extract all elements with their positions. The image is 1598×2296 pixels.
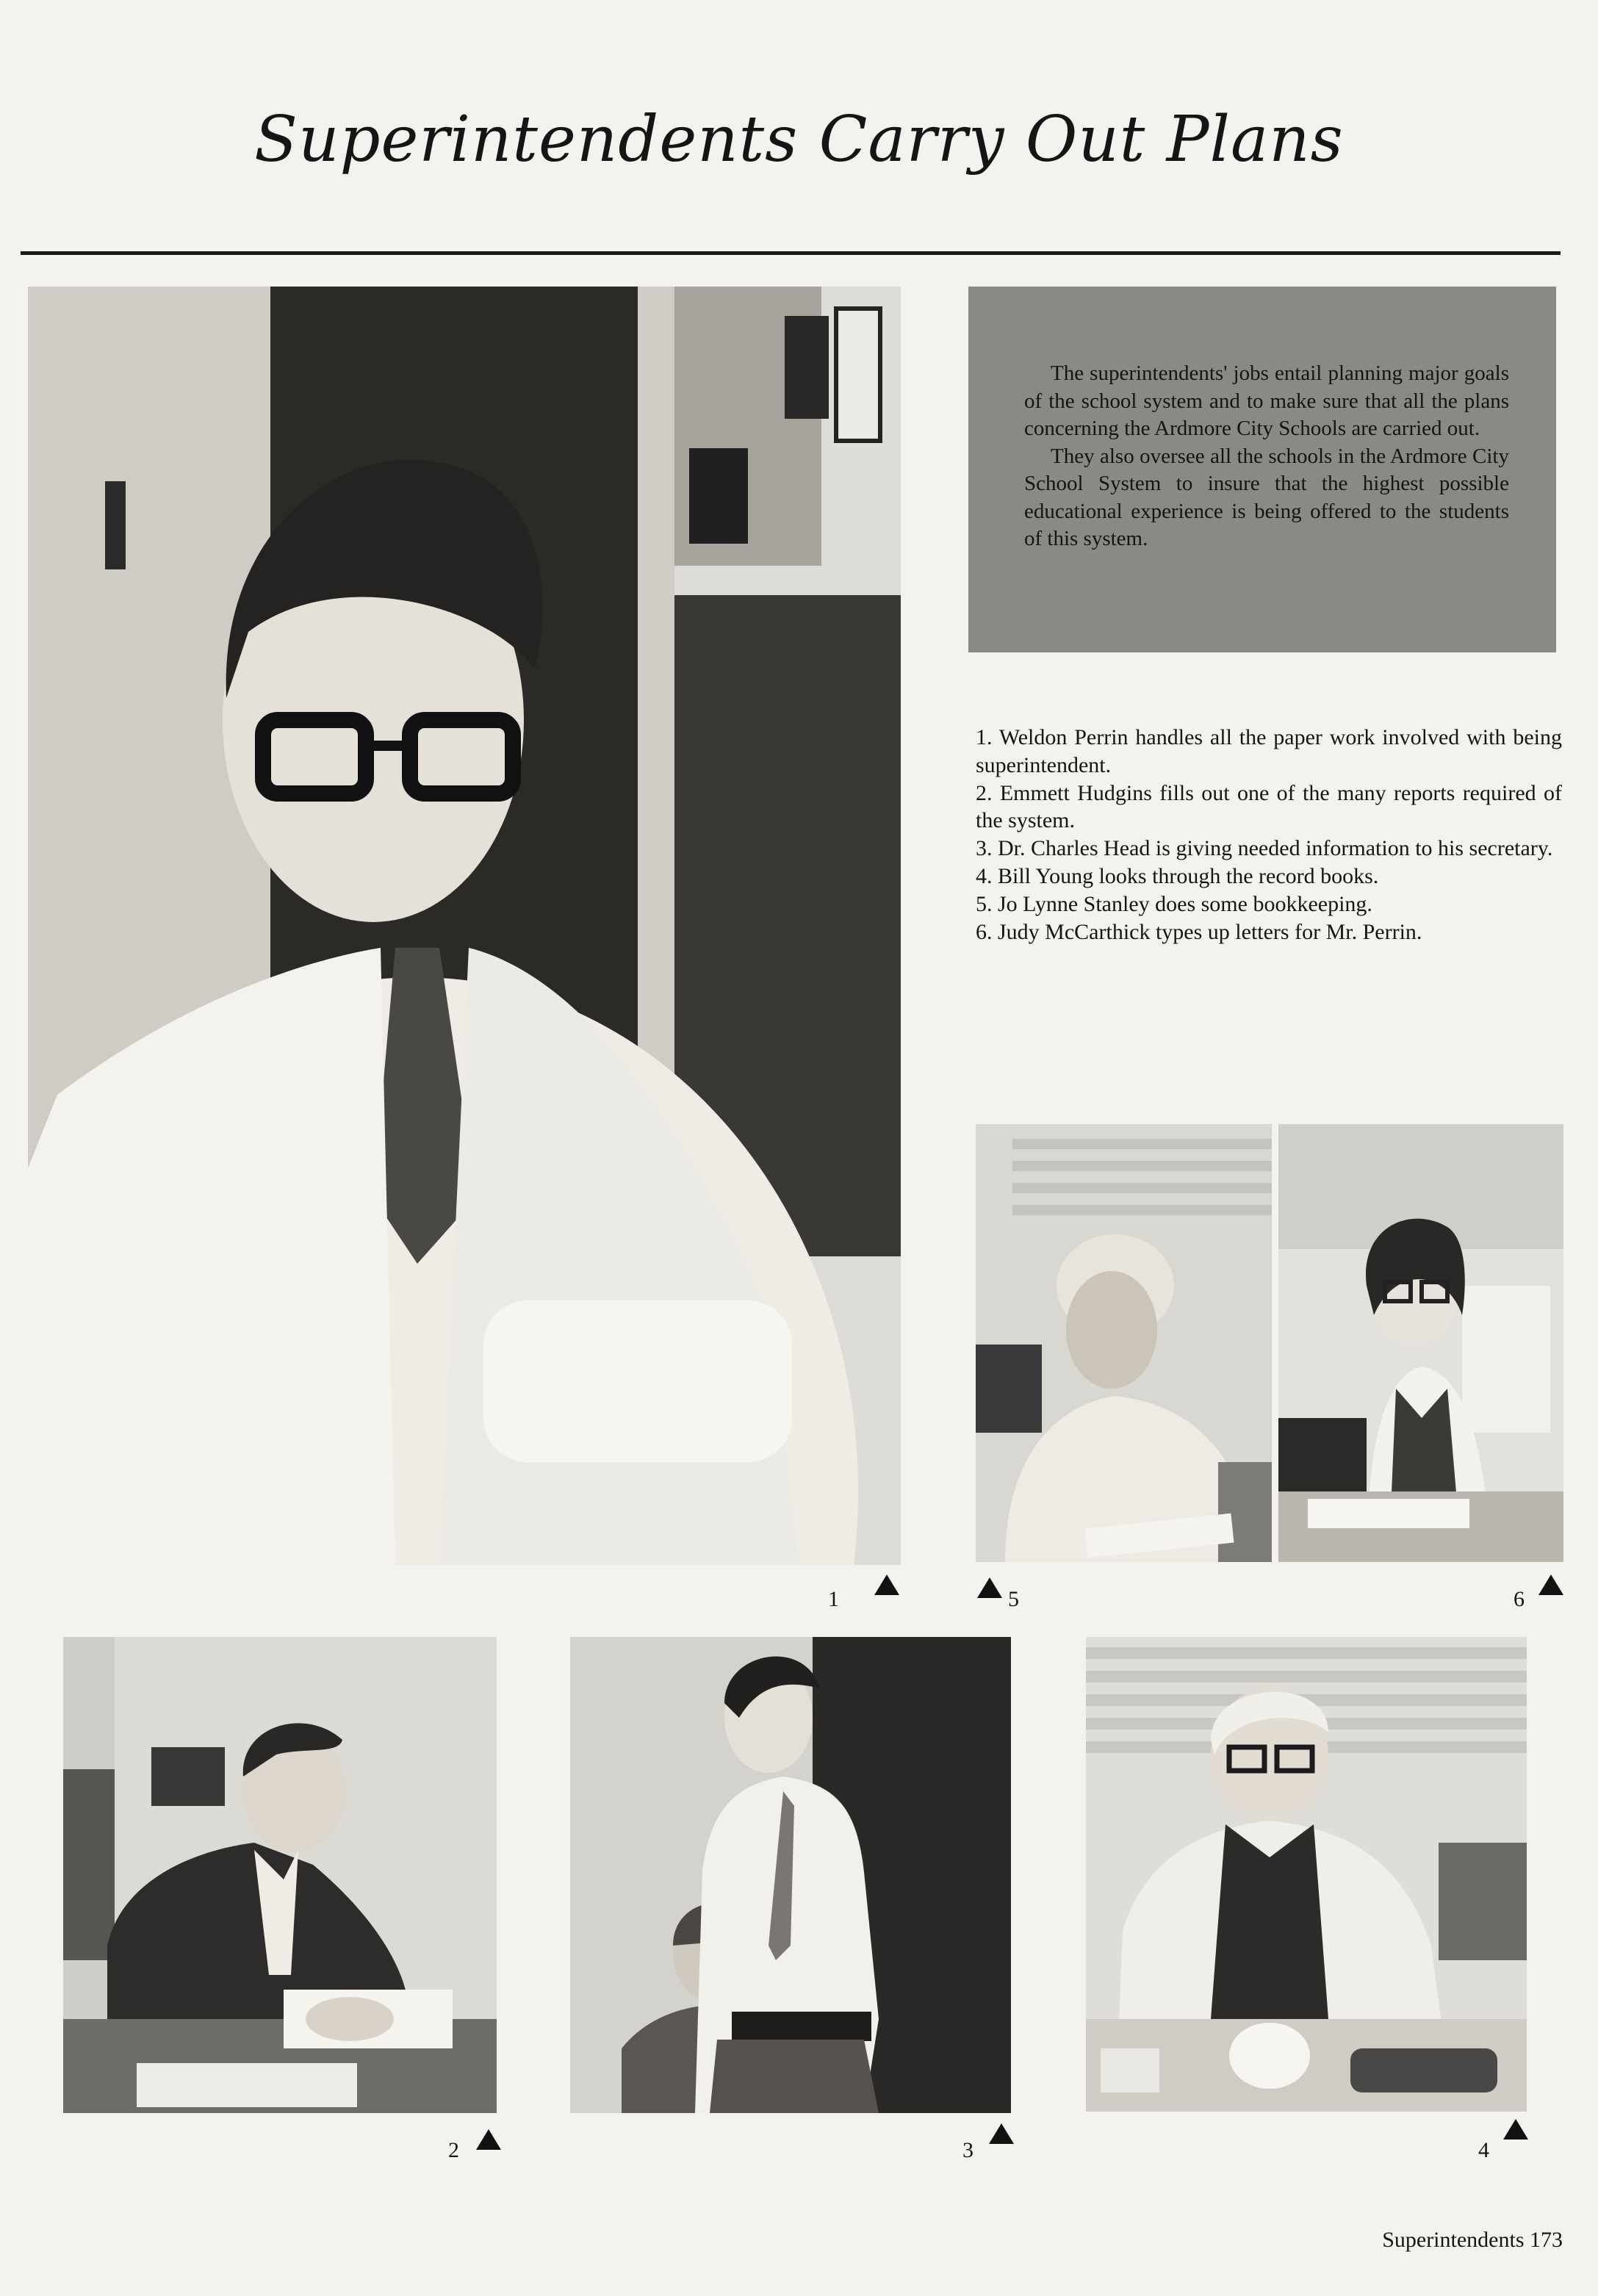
- intro-text-box: [968, 287, 1556, 652]
- photo-4: [1086, 1637, 1527, 2112]
- photo-4-image: [1086, 1637, 1527, 2112]
- photo-2-image: [63, 1637, 497, 2113]
- caption-3: 3. Dr. Charles Head is giving needed information to his secretary.: [976, 836, 1553, 861]
- photo-number-3: 3: [962, 2138, 973, 2162]
- photo-captions: [976, 724, 1562, 946]
- title-rule: [21, 251, 1561, 255]
- photo-number-5: 5: [1008, 1587, 1019, 1611]
- caption-4: 4. Bill Young looks through the record books.: [976, 863, 1379, 888]
- page-title: Superintendents Carry Out Plans: [254, 103, 1344, 176]
- triangle-pointer-1-icon: [874, 1575, 899, 1595]
- photo-6: [1278, 1124, 1563, 1562]
- photo-1-image: [28, 287, 901, 1565]
- intro-paragraph-2: They also oversee all the schools in the Ardmore City School System to insure that the highest possible educational experience is being offered to the students of this system.: [1024, 444, 1509, 550]
- photo-5-image: [976, 1124, 1272, 1562]
- triangle-pointer-5-icon: [977, 1577, 1002, 1598]
- triangle-pointer-4-icon: [1503, 2119, 1528, 2140]
- photo-number-2: 2: [448, 2138, 459, 2162]
- photo-2: [63, 1637, 497, 2113]
- photo-number-4: 4: [1478, 2138, 1489, 2162]
- photo-1: [28, 287, 901, 1565]
- triangle-pointer-6-icon: [1538, 1575, 1563, 1595]
- photo-6-image: [1278, 1124, 1563, 1562]
- caption-1: 1. Weldon Perrin handles all the paper work involved with being superintendent.: [976, 725, 1562, 777]
- photo-5: [976, 1124, 1272, 1562]
- triangle-pointer-3-icon: [989, 2123, 1014, 2144]
- caption-6: 6. Judy McCarthick types up letters for Mr. Perrin.: [976, 919, 1422, 944]
- caption-5: 5. Jo Lynne Stanley does some bookkeeping.: [976, 891, 1372, 916]
- page-footer: Superintendents 173: [1382, 2228, 1563, 2252]
- photo-3: [570, 1637, 1011, 2113]
- photo-number-1: 1: [828, 1587, 839, 1611]
- intro-paragraph-1: The superintendents' jobs entail planning major goals of the school system and to make sure that all the plans concerning the Ardmore City Schools are carried out.: [1024, 361, 1509, 440]
- photo-3-image: [570, 1637, 1011, 2113]
- photo-number-6: 6: [1514, 1587, 1525, 1611]
- triangle-pointer-2-icon: [476, 2129, 501, 2150]
- caption-2: 2. Emmett Hudgins fills out one of the many reports required of the system.: [976, 780, 1562, 833]
